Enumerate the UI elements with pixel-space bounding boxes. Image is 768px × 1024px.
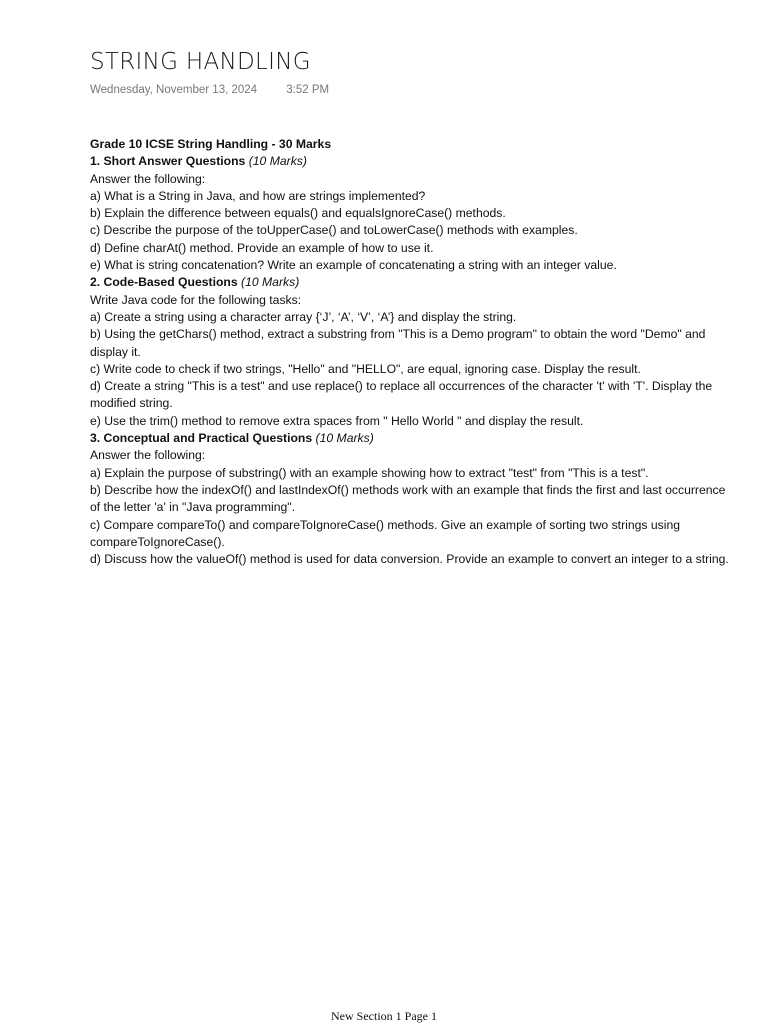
section-3-title: 3. Conceptual and Practical Questions [90, 431, 313, 446]
question-1a: a) What is a String in Java, and how are strings implemented? [90, 188, 426, 203]
section-1-title: 1. Short Answer Questions [90, 154, 246, 169]
page-footer: New Section 1 Page 1 [331, 1009, 437, 1023]
page-time: 3:52 PM [286, 84, 330, 96]
section-3-marks: (10 Marks) [315, 431, 374, 446]
question-2e: e) Use the trim() method to remove extra spaces from " Hello World " and display the result. [90, 413, 584, 428]
question-1d: d) Define charAt() method. Provide an example of how to use it. [90, 240, 434, 255]
page-timestamp [90, 82, 730, 98]
section-2-marks: (10 Marks) [241, 275, 300, 290]
page-date: Wednesday, November 13, 2024 [90, 84, 258, 96]
question-2a: a) Create a string using a character array {‘J’, ‘A’, ‘V’, ‘A’} and display the string. [90, 309, 517, 324]
doc-heading: Grade 10 ICSE String Handling - 30 Marks [90, 137, 332, 151]
question-2b: b) Using the getChars() method, extract a substring from "This is a Demo program" to obtain the word "Demo" and display it. [90, 327, 706, 359]
page-title: STRING HANDLING [90, 49, 311, 75]
question-3d: d) Discuss how the valueOf() method is used for data conversion. Provide an example to convert an integer to a string. [90, 552, 729, 567]
section-2-header [90, 274, 730, 291]
section-2-title: 2. Code-Based Questions [90, 275, 238, 290]
question-1e: e) What is string concatenation? Write an example of concatenating a string with an integer value. [90, 258, 617, 273]
question-1c: c) Describe the purpose of the toUpperCase() and toLowerCase() methods with examples. [90, 223, 578, 238]
section-1-header [90, 153, 730, 170]
section-2-intro: Write Java code for the following tasks: [90, 292, 302, 307]
section-1-intro: Answer the following: [90, 171, 206, 186]
question-3c: c) Compare compareTo() and compareToIgnoreCase() methods. Give an example of sorting two strings using compareToIgnoreCase(). [90, 517, 681, 549]
section-3-header [90, 430, 730, 447]
question-3b: b) Describe how the indexOf() and lastIndexOf() methods work with an example that finds the first and last occurrence of the letter 'a' in "Java programming". [90, 482, 726, 515]
section-3-intro: Answer the following: [90, 448, 206, 463]
section-1-marks: (10 Marks) [248, 154, 307, 169]
question-3a: a) Explain the purpose of substring() with an example showing how to extract "test" from "This is a test". [90, 465, 649, 480]
note-page [90, 46, 730, 568]
question-2c: c) Write code to check if two strings, "Hello" and "HELLO", are equal, ignoring case. Display the result. [90, 361, 641, 376]
question-1b: b) Explain the difference between equals() and equalsIgnoreCase() methods. [90, 206, 506, 221]
question-2d: d) Create a string "This is a test" and use replace() to replace all occurrences of the character 't' with 'T'. Display the modified string. [90, 379, 713, 411]
note-content [90, 136, 730, 568]
